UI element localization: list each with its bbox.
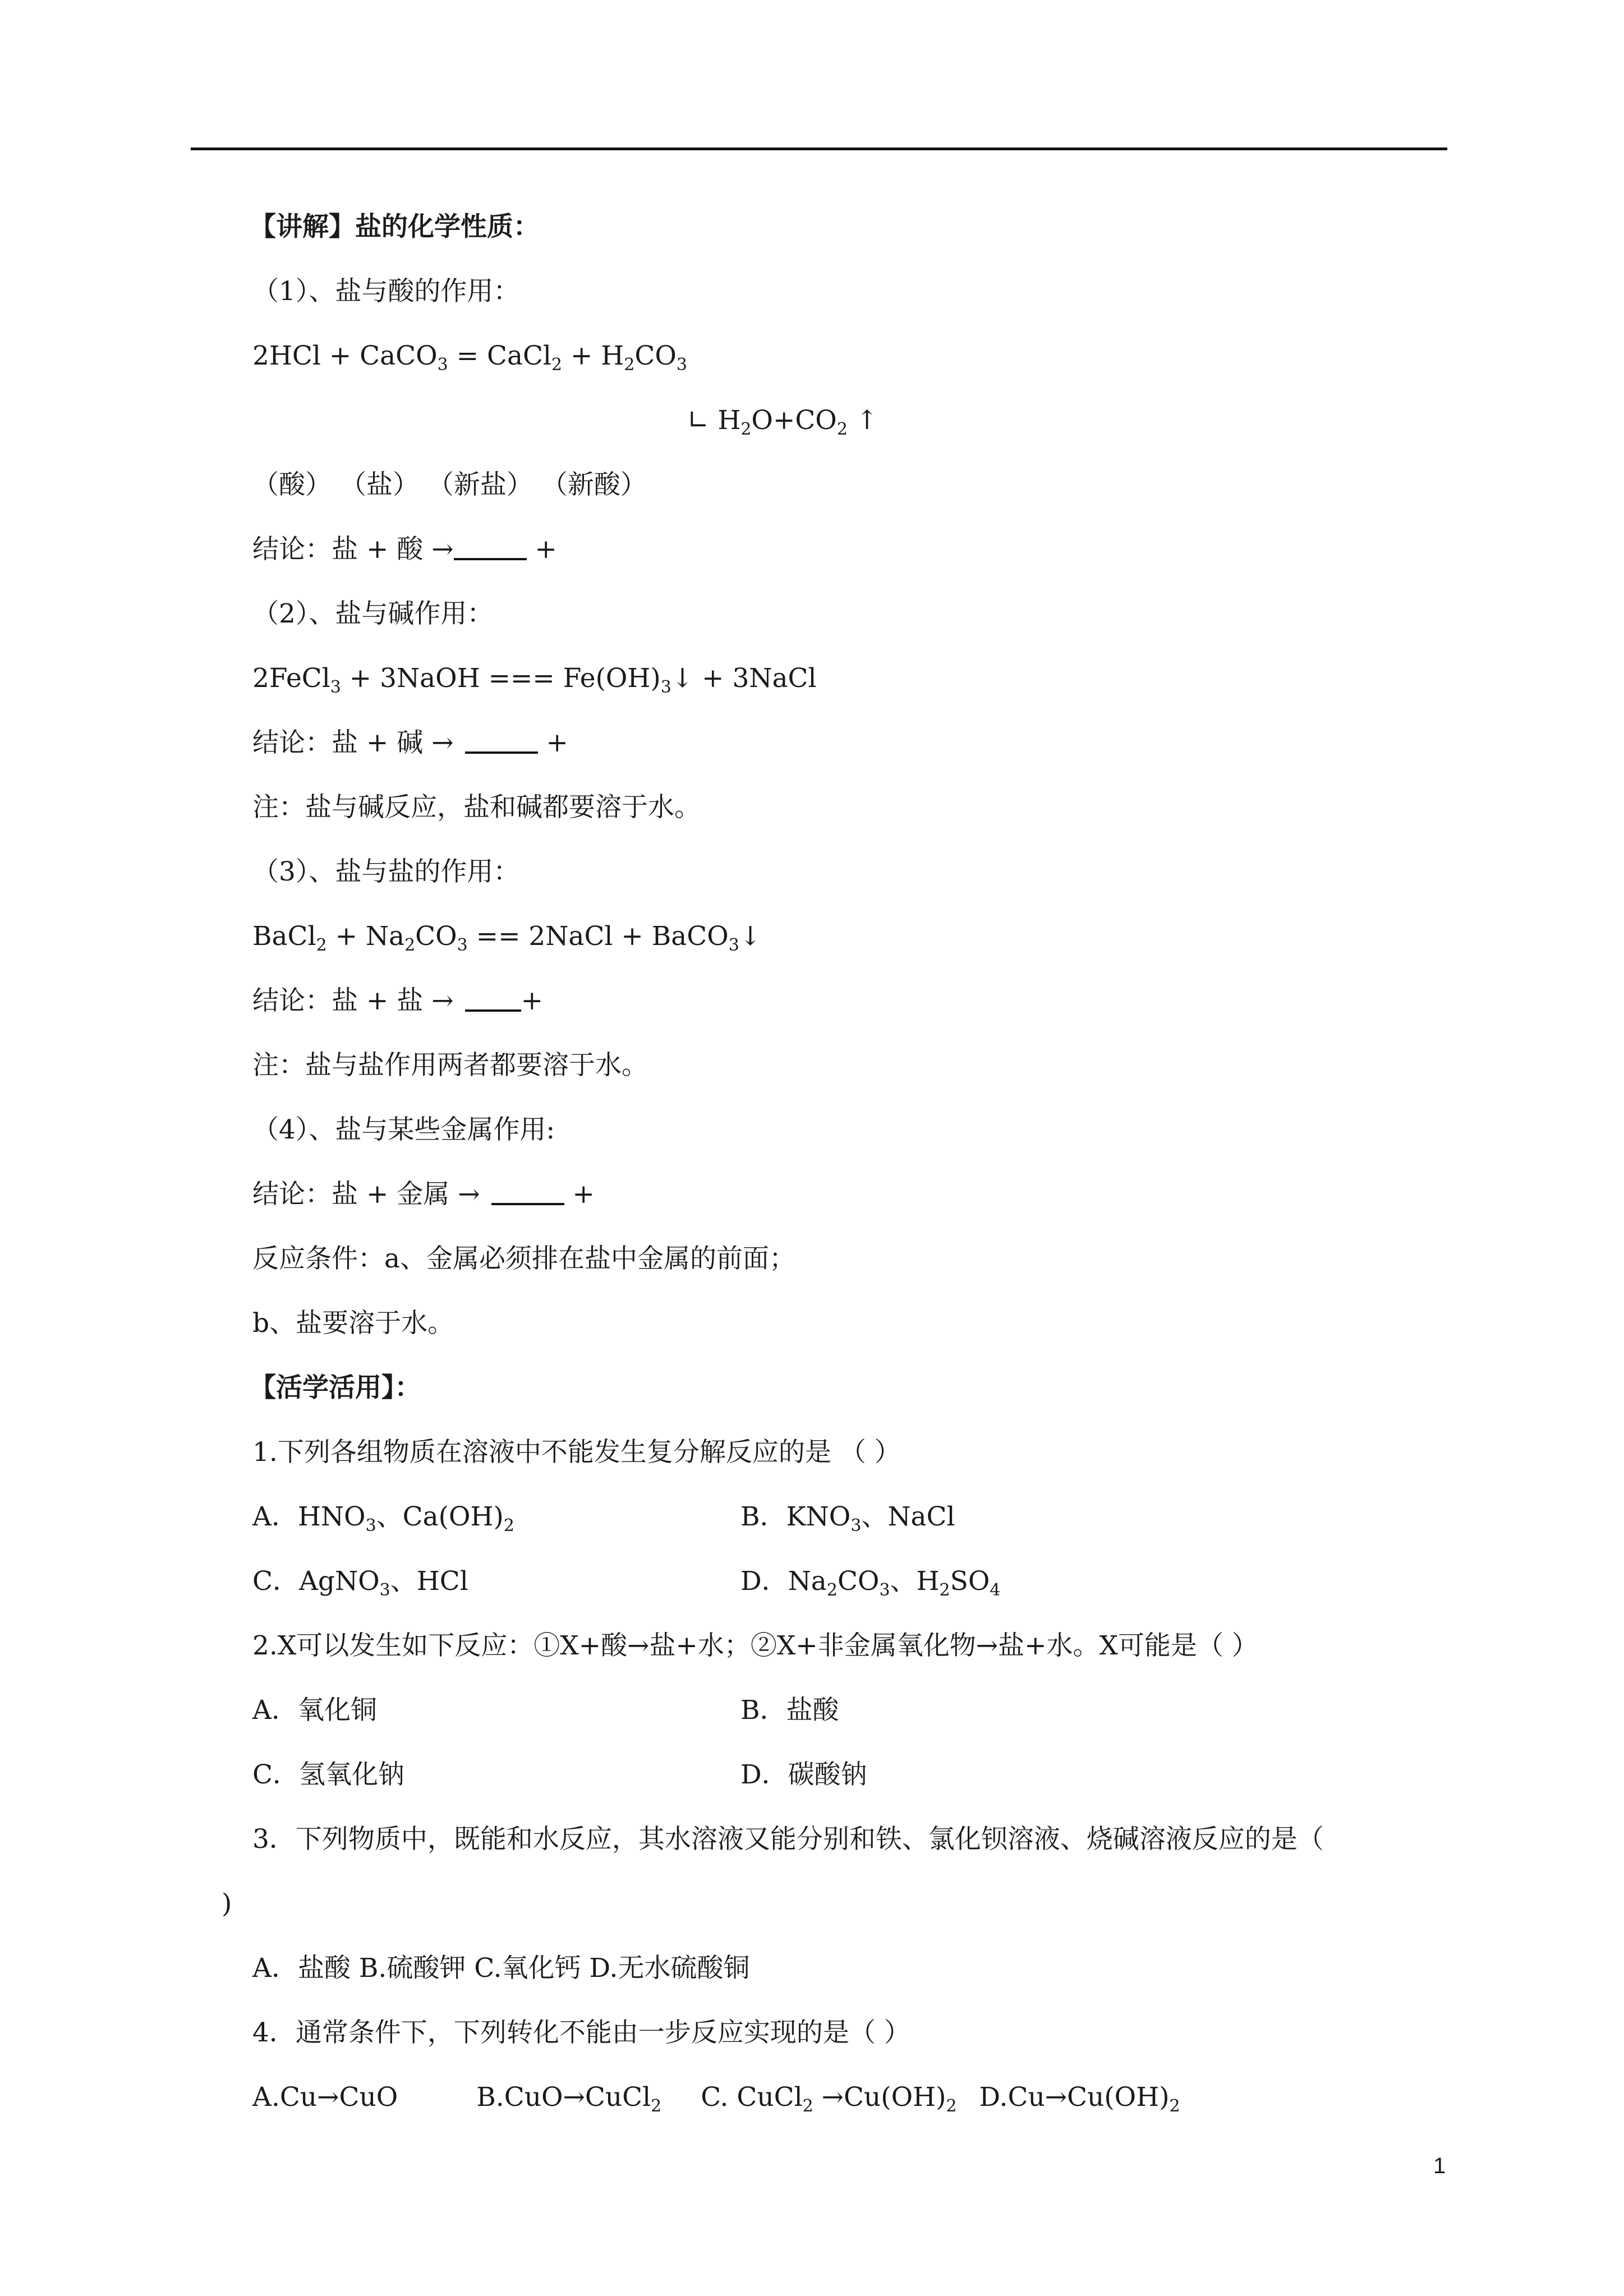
question-2-option-b[interactable]: B．盐酸 <box>740 1695 839 1726</box>
section-1-decomposition: ∟ $H_2O+CO_2$ ↑ <box>687 405 878 439</box>
answer-blank[interactable] <box>465 987 521 1012</box>
question-3-stem-continued: ) <box>222 1888 232 1919</box>
answer-blank[interactable] <box>465 729 538 754</box>
question-2-option-d[interactable]: D．碳酸钠 <box>740 1759 867 1790</box>
header-rule <box>191 147 1447 150</box>
question-1-option-a[interactable]: A．$HNO_3$、$Ca(OH)_2$ <box>252 1501 514 1536</box>
question-2-stem: 2.X可以发生如下反应：①X+酸→盐+水；②X+非金属氧化物→盐+水。X可能是（ ） <box>252 1630 1258 1661</box>
section-2-note: 注：盐与碱反应，盐和碱都要溶于水。 <box>252 792 701 823</box>
section-1-title: （1）、盐与酸的作用： <box>252 276 520 307</box>
question-4-option-d[interactable]: $D.Cu\to Cu(OH)_2$ <box>979 2082 1180 2116</box>
question-1-option-c[interactable]: C．AgNO$_3$、HCl <box>252 1566 468 1600</box>
section-1-labels: （酸） （盐） （新盐） （新酸） <box>252 469 647 500</box>
question-1-stem: 1.下列各组物质在溶液中不能发生复分解反应的是 （ ） <box>252 1437 901 1468</box>
question-3-options[interactable]: A．盐酸 B.硫酸钾 C.氧化钙 D.无水硫酸铜 <box>252 1953 750 1984</box>
question-4-option-b[interactable]: B.CuO→CuCl$_2$ <box>476 2082 662 2116</box>
section-3-equation: BaCl$_2$ + $Na_2CO_3$ == 2NaCl + BaCO$_3$↓ <box>252 921 762 955</box>
question-4-options[interactable] <box>252 2081 1180 2114</box>
section-2-conclusion: 结论：盐 + 碱 → + <box>252 727 568 758</box>
answer-blank[interactable] <box>491 1181 564 1205</box>
answer-blank[interactable] <box>454 536 527 560</box>
question-4-option-c[interactable]: C. CuCl$_2$ $\to Cu(OH)_2$ <box>701 2082 957 2116</box>
question-1-option-b[interactable]: B．$KNO_3$、NaCl <box>740 1501 955 1536</box>
section-2-title: （2）、盐与碱作用： <box>252 598 494 629</box>
question-4-stem: 4．通常条件下，下列转化不能由一步反应实现的是（ ） <box>252 2017 910 2048</box>
lecture-heading: 【讲解】盐的化学性质： <box>250 211 540 242</box>
section-1-conclusion: 结论：盐 + 酸 → + <box>252 534 557 565</box>
section-4-title: （4）、盐与某些金属作用: <box>252 1114 555 1145</box>
reaction-condition-a: 反应条件：a、金属必须排在盐中金属的前面； <box>252 1243 796 1274</box>
section-4-conclusion: 结论：盐 + 金属 → + <box>252 1179 595 1210</box>
reaction-condition-b: b、盐要溶于水。 <box>252 1308 454 1339</box>
question-4-option-a[interactable]: A.Cu→CuO <box>252 2082 398 2113</box>
section-2-equation: 2FeCl$_3$ + 3NaOH === $Fe(OH)_3↓$ + 3NaCl <box>252 663 817 697</box>
question-2-option-c[interactable]: C．氢氧化钠 <box>252 1759 404 1790</box>
section-3-conclusion: 结论：盐 + 盐 → + <box>252 985 543 1016</box>
question-1-option-d[interactable]: D．$Na_2CO_3$、$H_2SO_4$ <box>740 1566 1001 1600</box>
question-2-option-a[interactable]: A．氧化铜 <box>252 1695 377 1726</box>
section-1-equation: 2HCl + CaCO$_3$ = CaCl$_2$ + $H_2CO_3$ <box>252 340 687 375</box>
section-3-title: （3）、盐与盐的作用： <box>252 856 520 887</box>
question-3-stem: 3．下列物质中，既能和水反应，其水溶液又能分别和铁、氯化钡溶液、烧碱溶液反应的是（ <box>252 1824 1324 1855</box>
practice-heading: 【活学活用】： <box>250 1372 421 1403</box>
section-3-note: 注：盐与盐作用两者都要溶于水。 <box>252 1050 648 1081</box>
page-number: 1 <box>1433 2154 1446 2178</box>
